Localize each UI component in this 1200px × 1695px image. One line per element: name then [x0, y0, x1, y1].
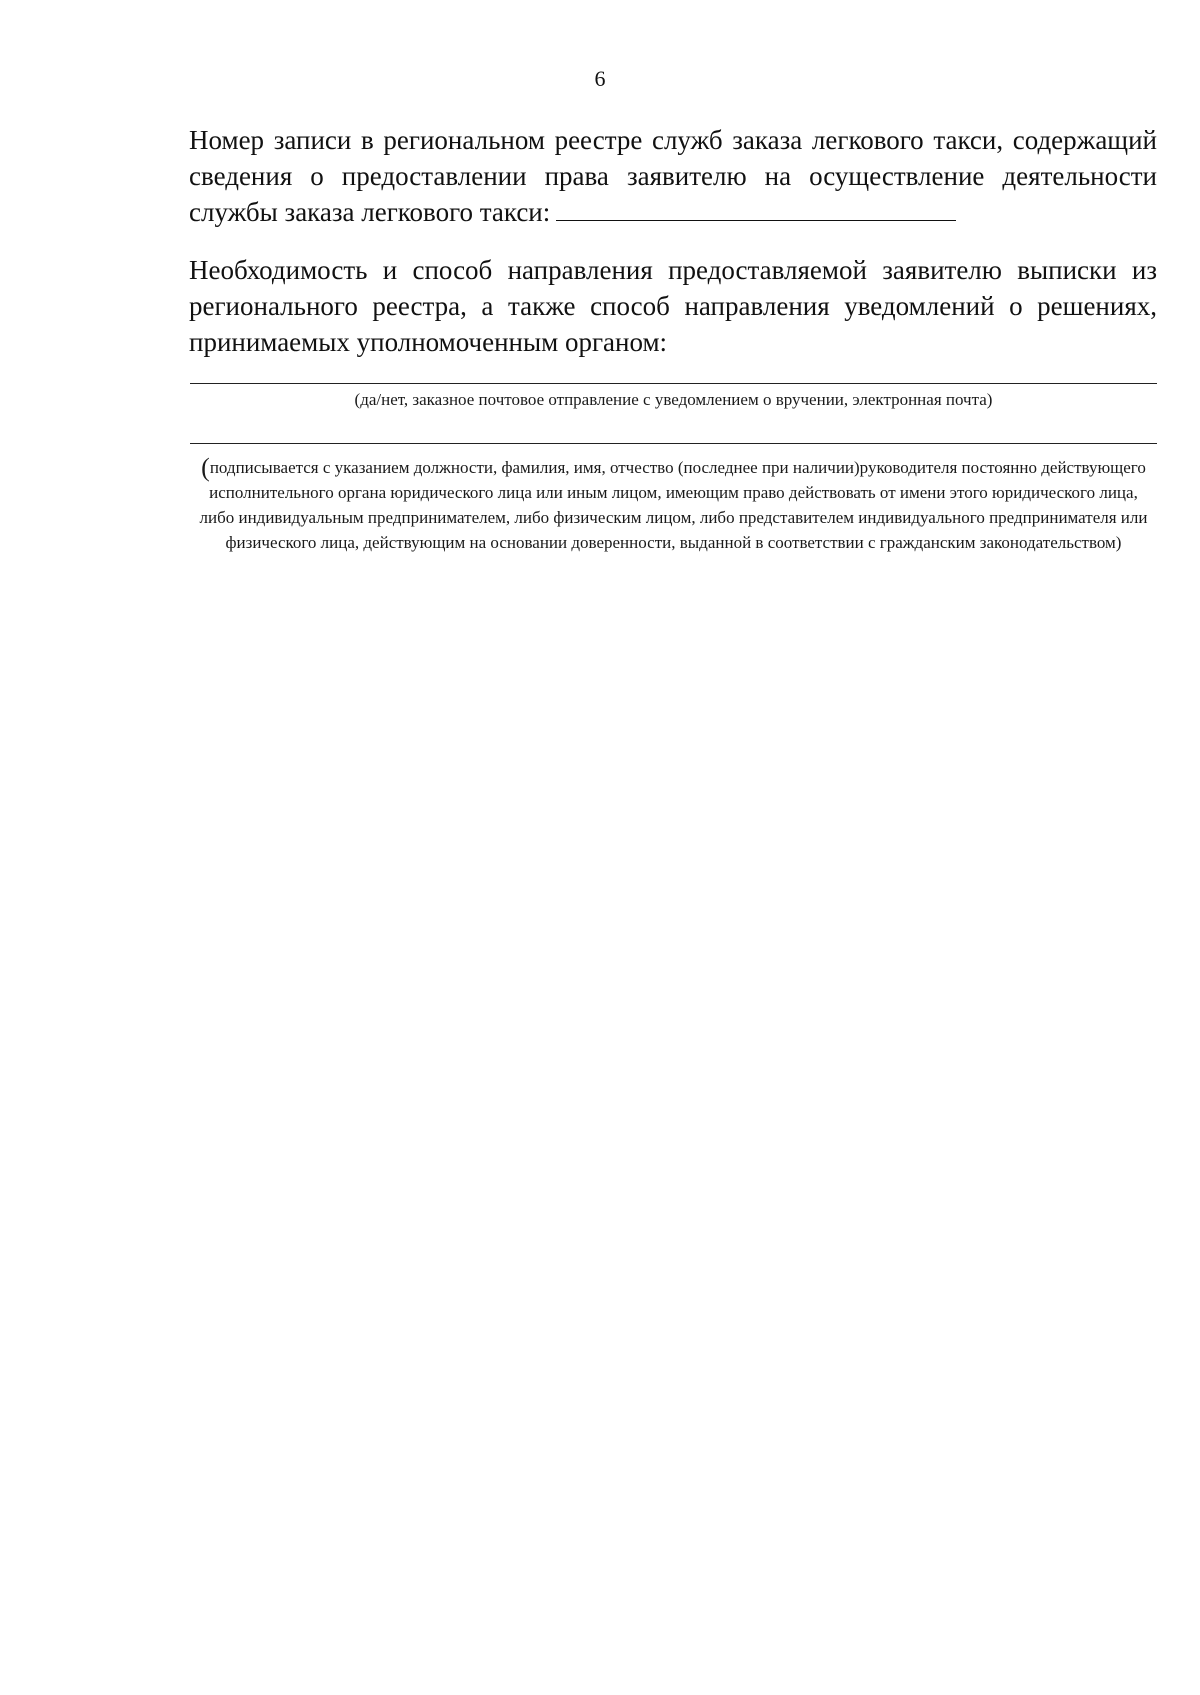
delivery-method-paragraph: Необходимость и способ направления предоставляемой заявителю выписки из регионального реестра, а также способ направления уведомлений о решениях, принимаемых уполномоченным органом:	[189, 255, 1157, 357]
signature-hint-open-paren: (	[201, 453, 210, 482]
delivery-options-hint: (да/нет, заказное почтовое отправление с уведомлением о вручении, электронная почта)	[354, 390, 993, 409]
record-number-fill-line[interactable]	[556, 198, 956, 221]
signature-hint-text: подписывается с указанием должности, фамилия, имя, отчество (последнее при наличии)руководителя постоянно действующего исполнительного органа юридического лица или иным лицом, имеющим право действовать от имени этого юридического лица, либо индивидуальным предпринимателем, либо физическим лицом, либо представителем индивидуального предпринимателя или физического лица, действующим на основании доверенности, выданной в соответствии с гражданским законодательством)	[199, 458, 1148, 552]
record-number-text: Номер записи в региональном реестре служб заказа легкового такси, содержащий сведения о предоставлении права заявителю на осуществление деятельности службы заказа легкового такси:	[189, 125, 1157, 227]
delivery-method-fill-line[interactable]	[190, 383, 1157, 384]
signature-hint	[190, 455, 1157, 555]
signature-line[interactable]	[190, 443, 1157, 444]
page-number: 6	[594, 66, 606, 91]
record-number-paragraph	[189, 122, 1157, 230]
